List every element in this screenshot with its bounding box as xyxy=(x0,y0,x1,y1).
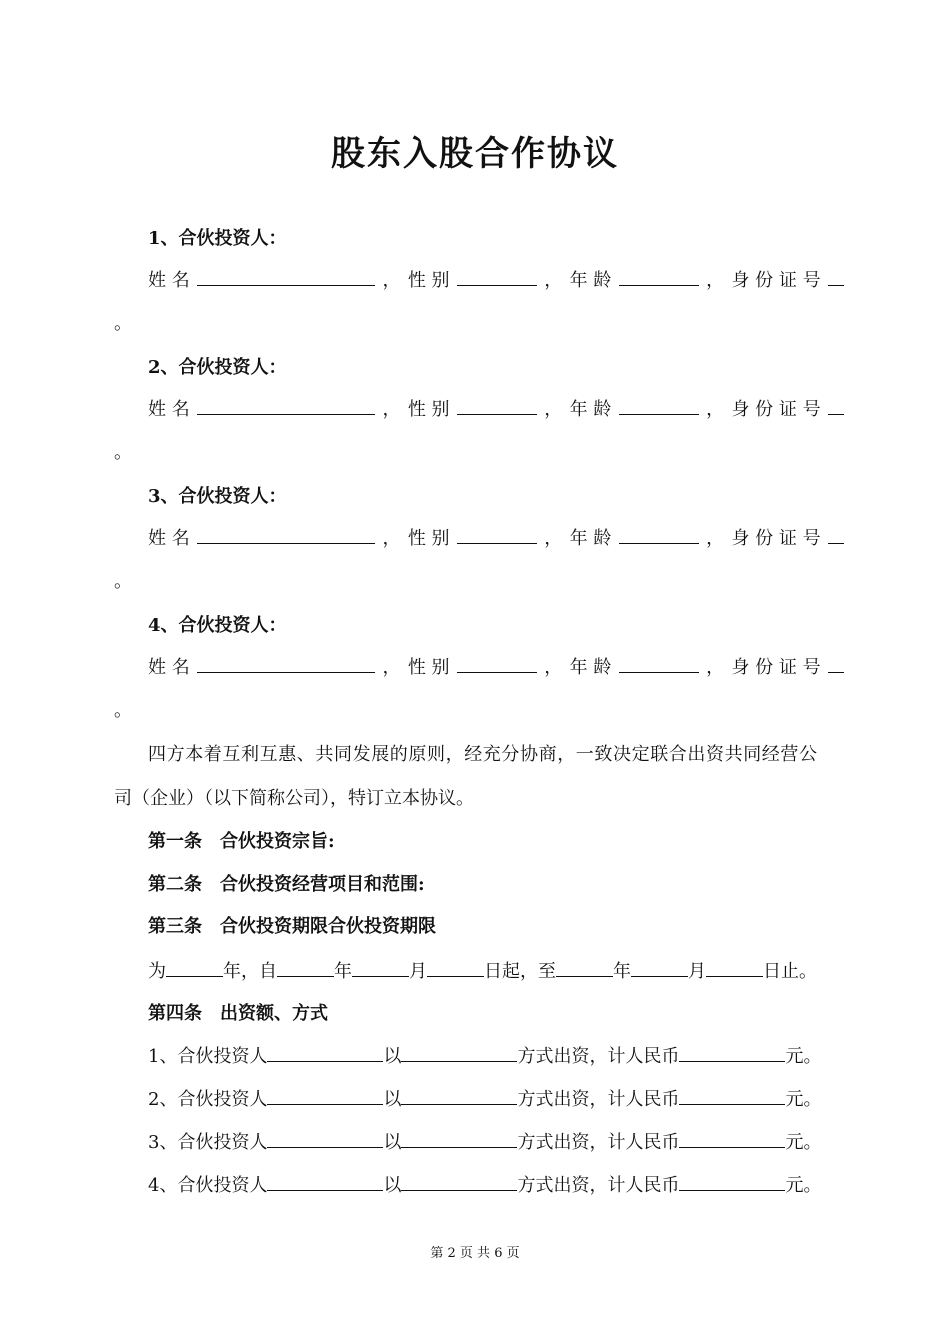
age-blank[interactable] xyxy=(619,525,699,544)
contribution-row-3 xyxy=(148,1128,821,1154)
article-2: 第二条 合伙投资经营项目和范围: xyxy=(148,874,425,895)
document-title: 股东入股合作协议 xyxy=(331,134,619,174)
method-blank[interactable] xyxy=(401,1129,517,1148)
term-nian: 年，自 xyxy=(223,961,277,982)
id-blank[interactable] xyxy=(828,654,844,673)
contribution-prefix: 1、合伙投资人 xyxy=(148,1046,268,1067)
partner-1-info-row xyxy=(148,266,844,292)
partner-4-info-row xyxy=(148,653,844,679)
partner-1-heading: 1、合伙投资人： xyxy=(148,228,287,249)
partner-3-heading: 3、合伙投资人： xyxy=(148,486,287,507)
name-label: 姓 名 xyxy=(148,657,190,678)
contribution-mid: 方式出资，计人民币 xyxy=(517,1132,680,1153)
gender-label: 性 别 xyxy=(407,270,450,291)
name-blank[interactable] xyxy=(197,267,375,286)
end-day-blank[interactable] xyxy=(706,958,763,977)
contribution-yuan: 元。 xyxy=(785,1175,822,1196)
end-mark: 。 xyxy=(114,700,132,721)
start-month-blank[interactable] xyxy=(352,958,409,977)
intro-line-1: 四方本着互利互惠、共同发展的原则，经充分协商，一致决定联合出资共同经营公 xyxy=(148,744,818,765)
term-yue: 月 xyxy=(409,961,427,982)
amount-blank[interactable] xyxy=(679,1172,785,1191)
comma: ， xyxy=(382,657,401,678)
gender-blank[interactable] xyxy=(457,396,537,415)
age-label: 年 龄 xyxy=(569,657,612,678)
id-label: 身 份 证 号 xyxy=(731,657,821,678)
contribution-yi: 以 xyxy=(383,1046,402,1067)
term-nian2: 年 xyxy=(334,961,352,982)
comma: ， xyxy=(706,399,725,420)
gender-label: 性 别 xyxy=(407,528,450,549)
term-nian3: 年 xyxy=(613,961,631,982)
contribution-prefix: 4、合伙投资人 xyxy=(148,1175,268,1196)
end-year-blank[interactable] xyxy=(556,958,613,977)
gender-label: 性 别 xyxy=(407,657,450,678)
end-mark: 。 xyxy=(114,442,132,463)
id-blank[interactable] xyxy=(828,267,844,286)
gender-label: 性 别 xyxy=(407,399,450,420)
contribution-row-2 xyxy=(148,1085,821,1111)
comma: ， xyxy=(706,657,725,678)
name-blank[interactable] xyxy=(197,525,375,544)
age-blank[interactable] xyxy=(619,396,699,415)
comma: ， xyxy=(706,270,725,291)
term-years-blank[interactable] xyxy=(166,958,223,977)
age-label: 年 龄 xyxy=(569,528,612,549)
contribution-mid: 方式出资，计人民币 xyxy=(517,1046,680,1067)
id-label: 身 份 证 号 xyxy=(731,399,821,420)
contributor-blank[interactable] xyxy=(267,1086,383,1105)
age-blank[interactable] xyxy=(619,654,699,673)
contribution-yuan: 元。 xyxy=(785,1132,822,1153)
gender-blank[interactable] xyxy=(457,525,537,544)
intro-line-2: 司（企业）（以下简称公司），特订立本协议。 xyxy=(114,788,474,809)
method-blank[interactable] xyxy=(401,1086,517,1105)
contribution-prefix: 3、合伙投资人 xyxy=(148,1132,268,1153)
page-footer: 第 2 页 共 6 页 xyxy=(430,1246,520,1261)
amount-blank[interactable] xyxy=(679,1043,785,1062)
partner-2-info-row xyxy=(148,395,844,421)
contribution-mid: 方式出资，计人民币 xyxy=(517,1175,680,1196)
partner-3-info-row xyxy=(148,524,844,550)
contribution-mid: 方式出资，计人民币 xyxy=(517,1089,680,1110)
method-blank[interactable] xyxy=(401,1172,517,1191)
name-label: 姓 名 xyxy=(148,399,190,420)
article-3: 第三条 合伙投资期限合伙投资期限 xyxy=(148,916,436,937)
contribution-yi: 以 xyxy=(383,1175,402,1196)
contributor-blank[interactable] xyxy=(267,1129,383,1148)
comma: ， xyxy=(544,657,563,678)
comma: ， xyxy=(544,399,563,420)
name-label: 姓 名 xyxy=(148,270,190,291)
end-mark: 。 xyxy=(114,571,132,592)
term-row xyxy=(148,957,817,983)
comma: ， xyxy=(706,528,725,549)
contributor-blank[interactable] xyxy=(267,1172,383,1191)
term-riqi: 日起，至 xyxy=(484,961,556,982)
amount-blank[interactable] xyxy=(679,1086,785,1105)
contribution-yi: 以 xyxy=(383,1089,402,1110)
start-day-blank[interactable] xyxy=(427,958,484,977)
method-blank[interactable] xyxy=(401,1043,517,1062)
age-blank[interactable] xyxy=(619,267,699,286)
contribution-yuan: 元。 xyxy=(785,1089,822,1110)
name-blank[interactable] xyxy=(197,654,375,673)
end-mark: 。 xyxy=(114,313,132,334)
partner-4-heading: 4、合伙投资人： xyxy=(148,615,287,636)
article-4: 第四条 出资额、方式 xyxy=(148,1003,328,1024)
id-blank[interactable] xyxy=(828,525,844,544)
term-rizhi: 日止。 xyxy=(763,961,817,982)
gender-blank[interactable] xyxy=(457,267,537,286)
comma: ， xyxy=(544,528,563,549)
comma: ， xyxy=(382,528,401,549)
id-label: 身 份 证 号 xyxy=(731,528,821,549)
id-blank[interactable] xyxy=(828,396,844,415)
age-label: 年 龄 xyxy=(569,270,612,291)
contribution-row-1 xyxy=(148,1042,821,1068)
start-year-blank[interactable] xyxy=(277,958,334,977)
name-blank[interactable] xyxy=(197,396,375,415)
name-label: 姓 名 xyxy=(148,528,190,549)
term-wei: 为 xyxy=(148,961,166,982)
article-1: 第一条 合伙投资宗旨: xyxy=(148,831,335,852)
age-label: 年 龄 xyxy=(569,399,612,420)
contribution-yi: 以 xyxy=(383,1132,402,1153)
comma: ， xyxy=(382,270,401,291)
contributor-blank[interactable] xyxy=(267,1043,383,1062)
gender-blank[interactable] xyxy=(457,654,537,673)
contribution-row-4 xyxy=(148,1171,821,1197)
contribution-yuan: 元。 xyxy=(785,1046,822,1067)
comma: ， xyxy=(544,270,563,291)
comma: ， xyxy=(382,399,401,420)
contribution-prefix: 2、合伙投资人 xyxy=(148,1089,268,1110)
id-label: 身 份 证 号 xyxy=(731,270,821,291)
amount-blank[interactable] xyxy=(679,1129,785,1148)
end-month-blank[interactable] xyxy=(631,958,688,977)
partner-2-heading: 2、合伙投资人： xyxy=(148,357,287,378)
term-yue2: 月 xyxy=(688,961,706,982)
